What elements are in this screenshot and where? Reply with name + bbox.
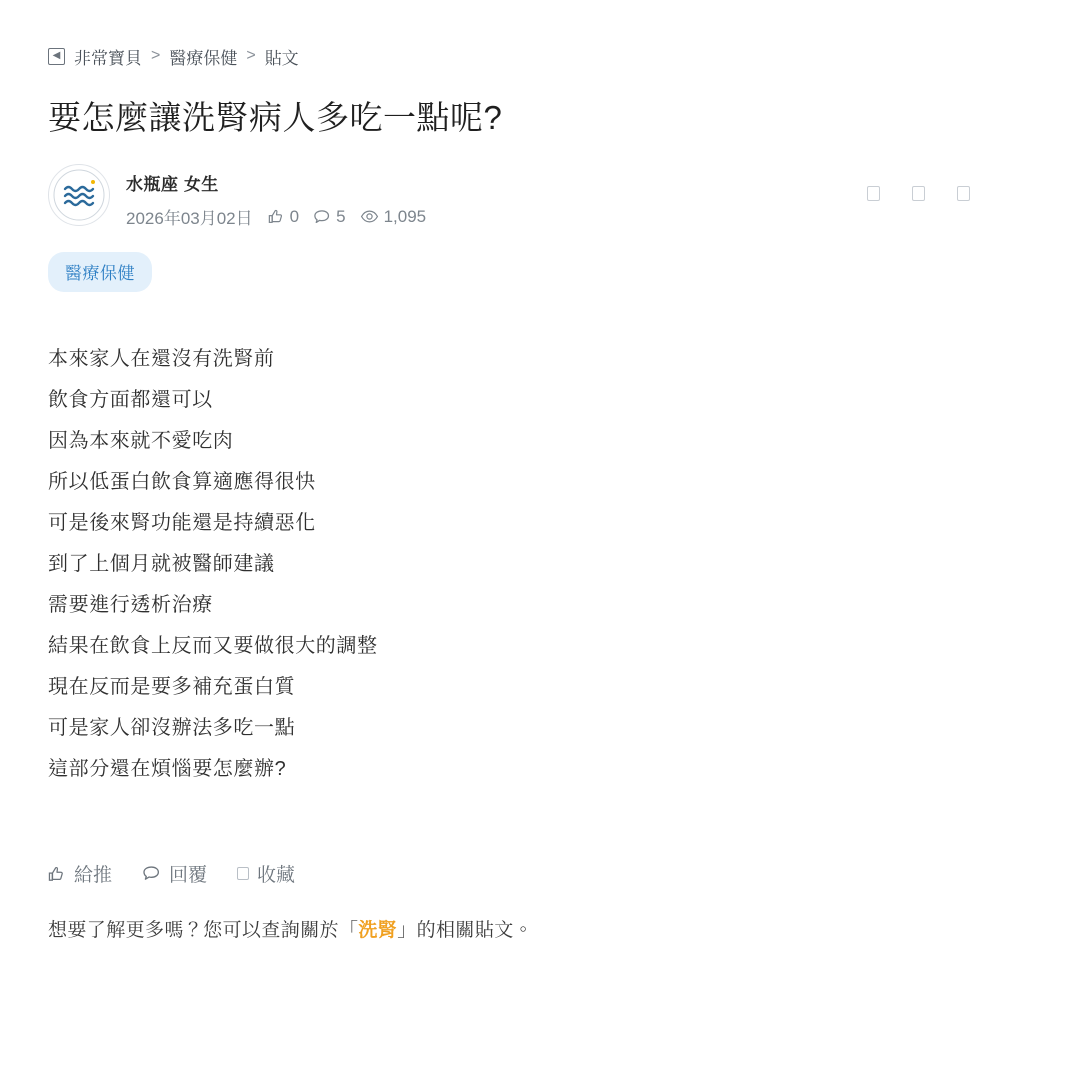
comment-count: [313, 207, 345, 227]
like-button-label: 給推: [74, 865, 113, 887]
author-row: [48, 164, 1032, 229]
favorite-button-label: 收藏: [257, 865, 296, 887]
comment-bubble-icon: [142, 864, 161, 883]
post-body-line: 結果在飲食上反而又要做很大的調整: [48, 635, 378, 658]
breadcrumb-item-site[interactable]: 非常寶貝: [74, 48, 142, 68]
post-body-line: 可是後來腎功能還是持續惡化: [48, 512, 316, 535]
avatar[interactable]: [48, 164, 110, 226]
bookmark-icon: [237, 867, 249, 880]
share-line-icon[interactable]: [912, 186, 925, 201]
hint-keyword-link[interactable]: 洗腎: [358, 920, 398, 942]
post-body: [48, 339, 1032, 790]
thumbs-up-icon: [268, 208, 285, 225]
back-arrow-icon[interactable]: ◀: [48, 48, 65, 65]
breadcrumb: [48, 44, 1032, 68]
post-body-line: 飲食方面都還可以: [48, 389, 213, 412]
breadcrumb-separator: >: [246, 47, 256, 64]
author-name[interactable]: 水瓶座 女生: [126, 175, 219, 195]
post-meta: [126, 204, 433, 229]
post-body-line: 需要進行透析治療: [48, 594, 213, 617]
tag-row: [48, 252, 1032, 292]
comment-count-value: 5: [336, 206, 346, 226]
like-count: [268, 207, 299, 227]
reply-button[interactable]: [142, 860, 207, 887]
post-date: 2026年03月02日: [126, 209, 253, 229]
like-count-value: 0: [289, 206, 300, 226]
hint-prefix: 想要了解更多嗎？您可以查詢關於「: [48, 920, 359, 942]
breadcrumb-separator: >: [151, 47, 161, 64]
favorite-button[interactable]: [237, 860, 295, 887]
post-body-line: 因為本來就不愛吃肉: [48, 430, 234, 453]
action-bar: [48, 860, 1032, 887]
status-badge[interactable]: 醫療保健: [48, 252, 152, 292]
post-body-line: 這部分還在煩惱要怎麼辦?: [48, 758, 287, 781]
share-link-icon[interactable]: [957, 186, 970, 201]
like-button[interactable]: [48, 860, 112, 887]
breadcrumb-item-current: 貼文: [264, 48, 299, 68]
eye-icon: [360, 207, 379, 226]
view-count: [360, 207, 427, 227]
post-body-line: 本來家人在還沒有洗腎前: [48, 348, 275, 371]
author-meta: [126, 164, 433, 229]
post-body-line: 所以低蛋白飲食算適應得很快: [48, 471, 316, 494]
reply-button-label: 回覆: [169, 865, 208, 887]
breadcrumb-item-category[interactable]: 醫療保健: [169, 48, 238, 68]
thumbs-up-icon: [48, 865, 66, 883]
post-body-line: 到了上個月就被醫師建議: [48, 553, 275, 576]
related-posts-hint: [48, 915, 1032, 942]
share-facebook-icon[interactable]: [867, 186, 880, 201]
comment-bubble-icon: [313, 208, 331, 226]
post-body-line: 現在反而是要多補充蛋白質: [48, 676, 296, 699]
view-count-value: 1,095: [383, 206, 427, 226]
hint-suffix: 」的相關貼文。: [397, 920, 534, 942]
page-title: 要怎麼讓洗腎病人多吃一點呢?: [48, 99, 503, 136]
share-icon-group: [867, 186, 970, 201]
post-body-line: 可是家人卻沒辦法多吃一點: [48, 717, 296, 740]
